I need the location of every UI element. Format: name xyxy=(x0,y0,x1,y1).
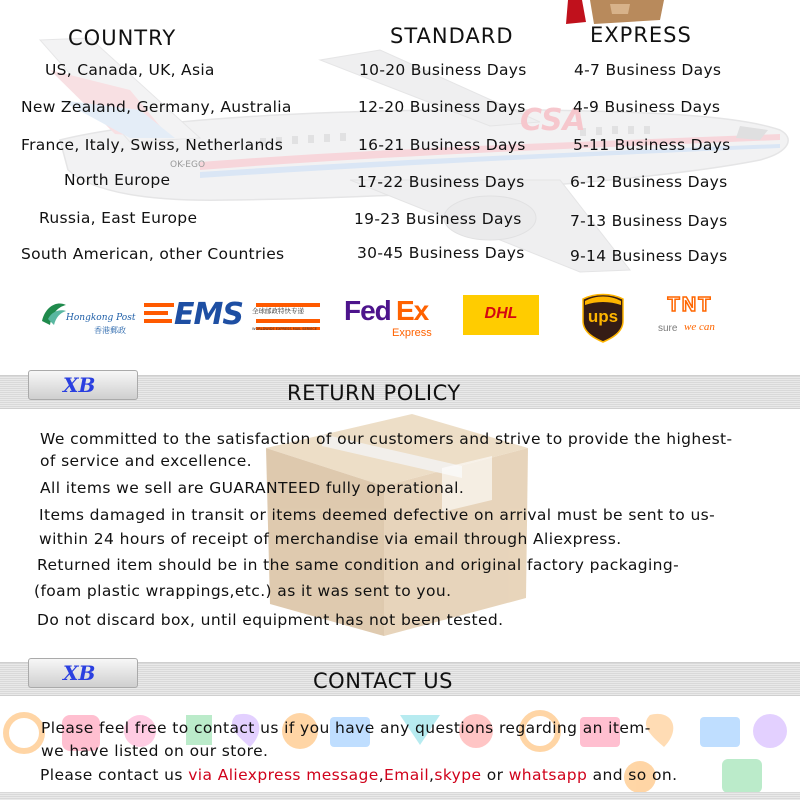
fedex-logo xyxy=(344,293,440,345)
hongkong-post-name: Hongkong Post xyxy=(66,313,136,323)
tnt-wordmark: TNT xyxy=(667,294,713,316)
row-express: 4-7 Business Days xyxy=(574,61,722,79)
xb-tag xyxy=(28,370,138,400)
aliexpress-message-link[interactable]: via Aliexpress message xyxy=(188,766,379,784)
ems-sub: WORLDWIDE EXPRESS MAIL SERVICE xyxy=(252,327,317,331)
contact-title: CONTACT US xyxy=(313,669,453,693)
return-policy-line: (foam plastic wrappings,etc.) as it was sent to you. xyxy=(34,582,452,600)
row-standard: 12-20 Business Days xyxy=(358,98,526,116)
fedex-fed: Fed xyxy=(344,295,391,326)
email-link[interactable]: Email xyxy=(384,766,430,784)
ems-chinese: 全球邮政特快专递 xyxy=(252,307,304,315)
return-policy-line: Items damaged in transit or items deemed defective on arrival must be sent to us- xyxy=(39,506,716,524)
row-standard: 30-45 Business Days xyxy=(357,244,525,262)
row-country: North Europe xyxy=(64,171,171,189)
xb-logo: XB xyxy=(63,373,96,397)
return-policy-line: We committed to the satisfaction of our customers and strive to provide the highest- xyxy=(40,430,733,448)
skype-link[interactable]: skype xyxy=(434,766,482,784)
country-header: COUNTRY xyxy=(68,26,177,50)
contact-prefix: Please contact us xyxy=(40,766,189,784)
comma: , xyxy=(378,766,385,784)
row-standard: 10-20 Business Days xyxy=(359,61,527,79)
standard-header: STANDARD xyxy=(390,24,514,48)
ups-logo xyxy=(580,293,628,345)
fedex-ex: Ex xyxy=(396,295,429,326)
return-policy-line: Returned item should be in the same condition and original factory packaging- xyxy=(37,556,680,574)
row-express: 6-12 Business Days xyxy=(570,173,728,191)
ups-wordmark: ups xyxy=(587,307,619,326)
hongkong-post-bird-icon xyxy=(38,299,68,333)
return-policy-line: Do not discard box, until equipment has not been tested. xyxy=(37,611,504,629)
row-country: Russia, East Europe xyxy=(39,209,198,227)
comma: , xyxy=(429,766,435,784)
dhl-logo xyxy=(463,293,539,345)
contact-suffix: and so on. xyxy=(587,766,678,784)
contact-line: Please feel free to contact us if you have any questions regarding an item- xyxy=(41,719,651,737)
return-policy-line: All items we sell are GUARANTEED fully operational. xyxy=(40,479,465,497)
contact-line: we have listed on our store. xyxy=(41,742,269,760)
row-standard: 19-23 Business Days xyxy=(354,210,522,228)
return-policy-line: of service and excellence. xyxy=(40,452,252,470)
row-standard: 17-22 Business Days xyxy=(357,173,525,191)
or-text: or xyxy=(481,766,509,784)
row-express: 9-14 Business Days xyxy=(570,247,728,265)
xb-tag xyxy=(28,658,138,688)
express-header: EXPRESS xyxy=(590,23,692,47)
xb-logo: XB xyxy=(63,661,96,685)
dhl-wordmark: DHL xyxy=(484,305,518,322)
contact-line-methods xyxy=(40,766,677,784)
row-country: New Zealand, Germany, Australia xyxy=(21,98,292,116)
tnt-tagline-a: sure xyxy=(658,323,678,334)
row-country: France, Italy, Swiss, Netherlands xyxy=(21,136,284,154)
hongkong-post-chinese: 香港郵政 xyxy=(94,326,126,335)
row-express: 7-13 Business Days xyxy=(570,212,728,230)
whatsapp-link[interactable]: whatsapp xyxy=(508,766,588,784)
ems-wordmark: EMS xyxy=(174,297,243,332)
tnt-logo xyxy=(656,293,728,345)
bottom-bar xyxy=(0,792,800,800)
row-express: 4-9 Business Days xyxy=(573,98,721,116)
hongkong-post-logo xyxy=(38,293,138,345)
row-country: South American, other Countries xyxy=(21,245,285,263)
ems-logo xyxy=(144,293,320,345)
plane-registration-label: OK-EGO xyxy=(170,160,206,170)
row-standard: 16-21 Business Days xyxy=(358,136,526,154)
tnt-tagline-b: we can xyxy=(684,321,715,333)
row-express: 5-11 Business Days xyxy=(573,136,731,154)
row-country: US, Canada, UK, Asia xyxy=(45,61,215,79)
return-policy-line: within 24 hours of receipt of merchandise via email through Aliexpress. xyxy=(39,530,622,548)
svg-text:CSA: CSA xyxy=(520,103,586,138)
fedex-express: Express xyxy=(392,327,432,339)
return-policy-title: RETURN POLICY xyxy=(287,381,461,405)
